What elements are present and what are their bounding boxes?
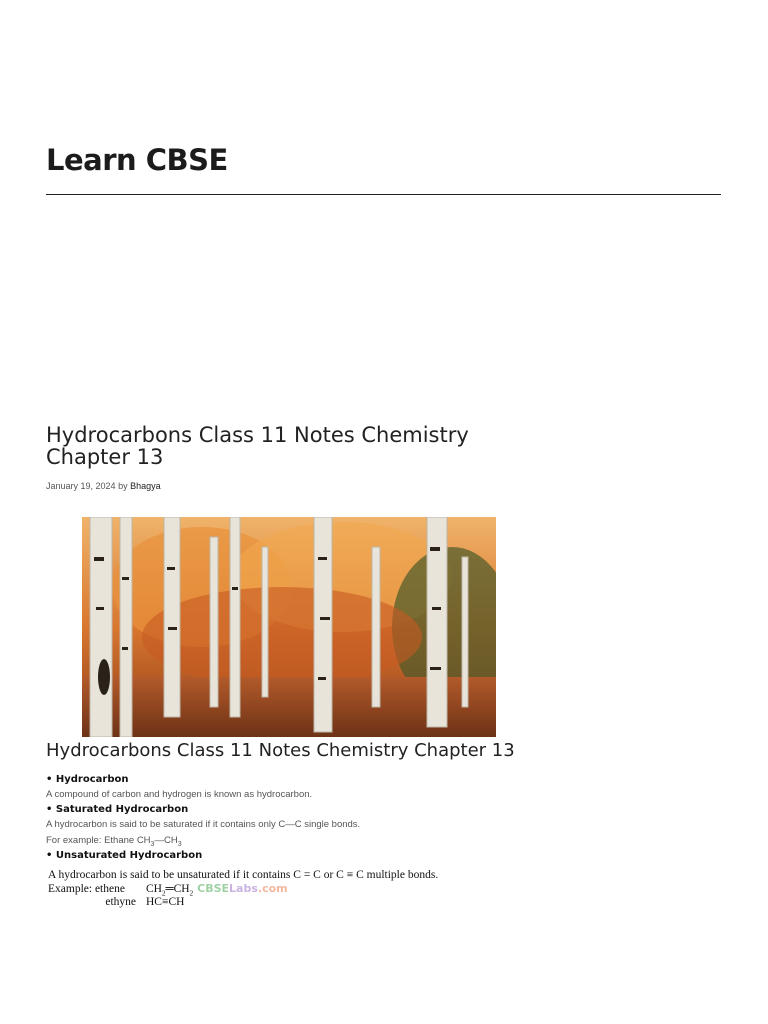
content-heading: Hydrocarbons Class 11 Notes Chemistry Chapter 13 (46, 740, 515, 761)
forest-illustration (82, 517, 496, 737)
header-divider (46, 194, 721, 195)
site-title[interactable]: Learn CBSE (46, 143, 228, 177)
hero-image (82, 517, 496, 737)
term-saturated-hydrocarbon: • Saturated Hydrocarbon (46, 804, 189, 815)
example-ethane: For example: Ethane $CH_3—CH_3$ (46, 835, 182, 848)
unsaturated-definition-image-text: A hydrocarbon is said to be unsaturated if it contains C = C or C ≡ C multiple bonds. (48, 869, 439, 881)
term-hydrocarbon: • Hydrocarbon (46, 774, 129, 785)
post-date[interactable]: January 19, 2024 (46, 481, 116, 491)
definition-hydrocarbon: A compound of carbon and hydrogen is known as hydrocarbon. (46, 789, 313, 800)
cbselabs-watermark: CBSELabs.com (197, 882, 288, 895)
post-author[interactable]: Bhagya (130, 481, 161, 491)
definition-saturated-hydrocarbon: A hydrocarbon is said to be saturated if it contains only C—C single bonds. (46, 819, 361, 830)
post-by: by (118, 481, 128, 491)
example-ethene: Example: ethene $CH_2═CH_2$ CBSELabs.com (48, 882, 288, 898)
post-meta (46, 481, 161, 491)
post-title: Hydrocarbons Class 11 Notes Chemistry Chapter 13 (46, 423, 469, 469)
notes-list (46, 773, 526, 863)
example-ethyne: ethyne HC≡CH (105, 896, 185, 908)
term-unsaturated-hydrocarbon: • Unsaturated Hydrocarbon (46, 850, 203, 861)
